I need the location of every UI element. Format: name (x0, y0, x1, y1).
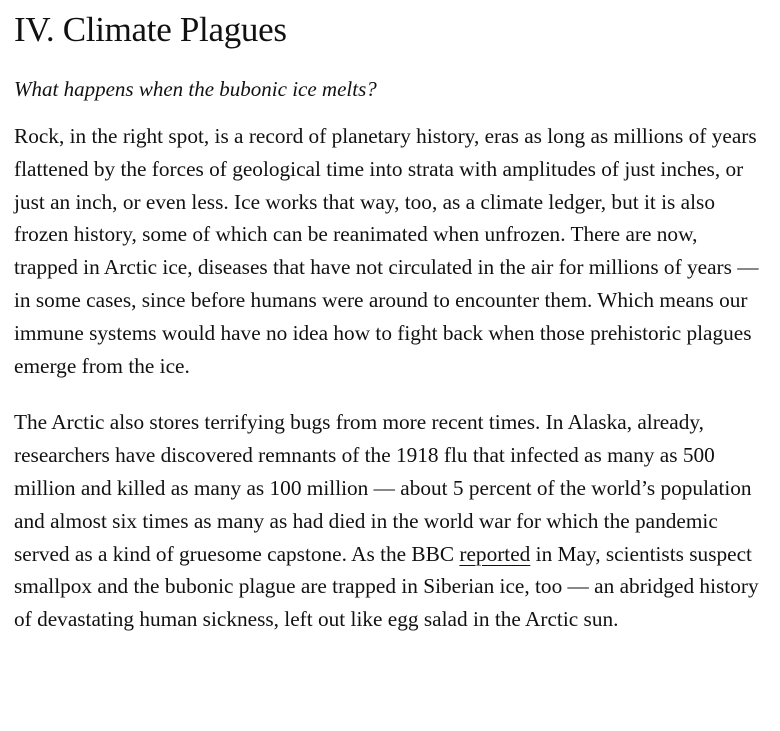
body-paragraph-2 (14, 406, 766, 636)
section-subtitle: What happens when the bubonic ice melts? (14, 77, 377, 101)
paragraph-2-text-start: The Arctic also stores terrifying bugs from more recent times. In Alaska, already, researchers have discovered remnants of the 1918 flu that infected as many as 500 million and killed as many as 100 million — about 5 percent of the world’s population and almost six times as many as had died in the world war for which the pandemic served as a kind of gruesome capstone. As the BBC (14, 410, 752, 566)
reported-link[interactable]: reported (459, 541, 531, 566)
paragraph-2-text-end: in May, scientists suspect smallpox and the bubonic plague are trapped in Siberian ice, too — an abridged history of devastating human sickness, left out like egg salad in the Arctic sun. (14, 541, 759, 632)
article-section (14, 8, 766, 636)
body-paragraph-1: Rock, in the right spot, is a record of planetary history, eras as long as millions of years flattened by the forces of geological time into strata with amplitudes of just inches, or just an inch, or even less. Ice works that way, too, as a climate ledger, but it is also frozen history, some of which can be reanimated when unfrozen. There are now, trapped in Arctic ice, diseases that have not circulated in the air for millions of years — in some cases, since before humans were around to encounter them. Which means our immune systems would have no idea how to fight back when those prehistoric plagues emerge from the ice. (14, 124, 759, 378)
section-title: IV. Climate Plagues (14, 10, 287, 49)
